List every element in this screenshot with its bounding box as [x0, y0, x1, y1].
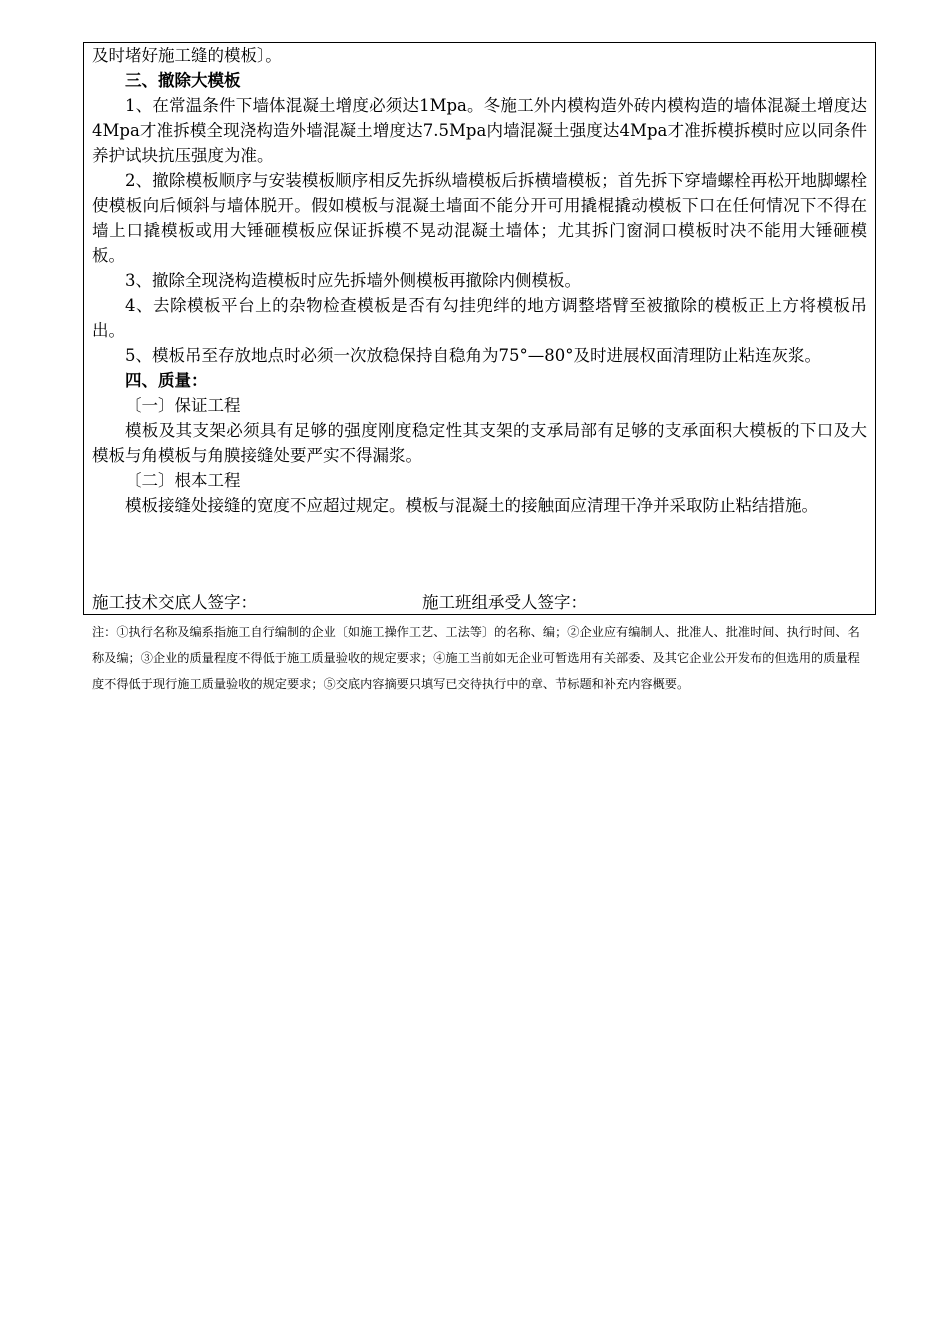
technician-signature-label: 施工技术交底人签字： [92, 593, 257, 612]
subheading-guarantee: 〔一〕保证工程 [125, 396, 241, 415]
disclosure-table [83, 42, 876, 615]
section-heading-remove-formwork: 三、撤除大模板 [125, 71, 241, 90]
paragraph-item-2: 2、撤除模板顺序与安装模板顺序相反先拆纵墙模板后拆横墙模板；首先拆下穿墙螺栓再松开地脚螺栓使模板向后倾斜与墙体脱开。假如模板与混凝土墙面不能分开可用撬棍撬动模板下口在任何情况下不得在墙上口撬模板或用大锤砸模板应保证拆模不晃动混凝土墙体；尤其拆门窗洞口模板时决不能用大锤砸模板。 [92, 171, 867, 265]
paragraph-basic: 模板接缝处接缝的宽度不应超过规定。模板与混凝土的接触面应清理干净并采取防止粘结措施。 [125, 496, 818, 515]
subheading-basic: 〔二〕根本工程 [125, 471, 241, 490]
disclosure-content [92, 43, 867, 518]
paragraph-item-5: 5、模板吊至存放地点时必须一次放稳保持自稳角为75°—80°及时进展权面清理防止粘连灰浆。 [125, 346, 821, 365]
team-signature-label: 施工班组承受人签字： [422, 593, 587, 612]
paragraph-item-3: 3、撤除全现浇构造模板时应先拆墙外侧模板再撤除内侧模板。 [125, 271, 581, 290]
paragraph-item-1: 1、在常温条件下墙体混凝土增度必须达1Mpa。冬施工外内模构造外砖内模构造的墙体混凝土增度达4Mpa才准拆模全现浇构造外墙混凝土增度达7.5Mpa内墙混凝土强度达4Mpa才准拆模拆模时应以同条件养护试块抗压强度为准。 [92, 96, 867, 165]
paragraph-guarantee: 模板及其支架必须具有足够的强度刚度稳定性其支架的支承局部有足够的支承面积大模板的下口及大模板与角模板与角膜接缝处要严实不得漏浆。 [92, 421, 867, 465]
paragraph-item-4: 4、去除模板平台上的杂物检查模板是否有勾挂兜绊的地方调整塔臂至被撤除的模板正上方将模板吊出。 [92, 296, 867, 340]
footnote: 注：①执行名称及编系指施工自行编制的企业〔如施工操作工艺、工法等〕的名称、编；②企业应有编制人、批准人、批准时间、执行时间、名称及编；③企业的质量程度不得低于施工质量验收的规定要求；④施工当前如无企业可暂选用有关部委、及其它企业公开发布的但选用的质量程度不得低于现行施工质量验收的规定要求；⑤交底内容摘要只填写已交待执行中的章、节标题和补充内容概要。 [92, 625, 860, 691]
paragraph-continuation: 及时堵好施工缝的模板〕。 [92, 46, 282, 65]
section-heading-quality: 四、质量： [125, 371, 208, 390]
